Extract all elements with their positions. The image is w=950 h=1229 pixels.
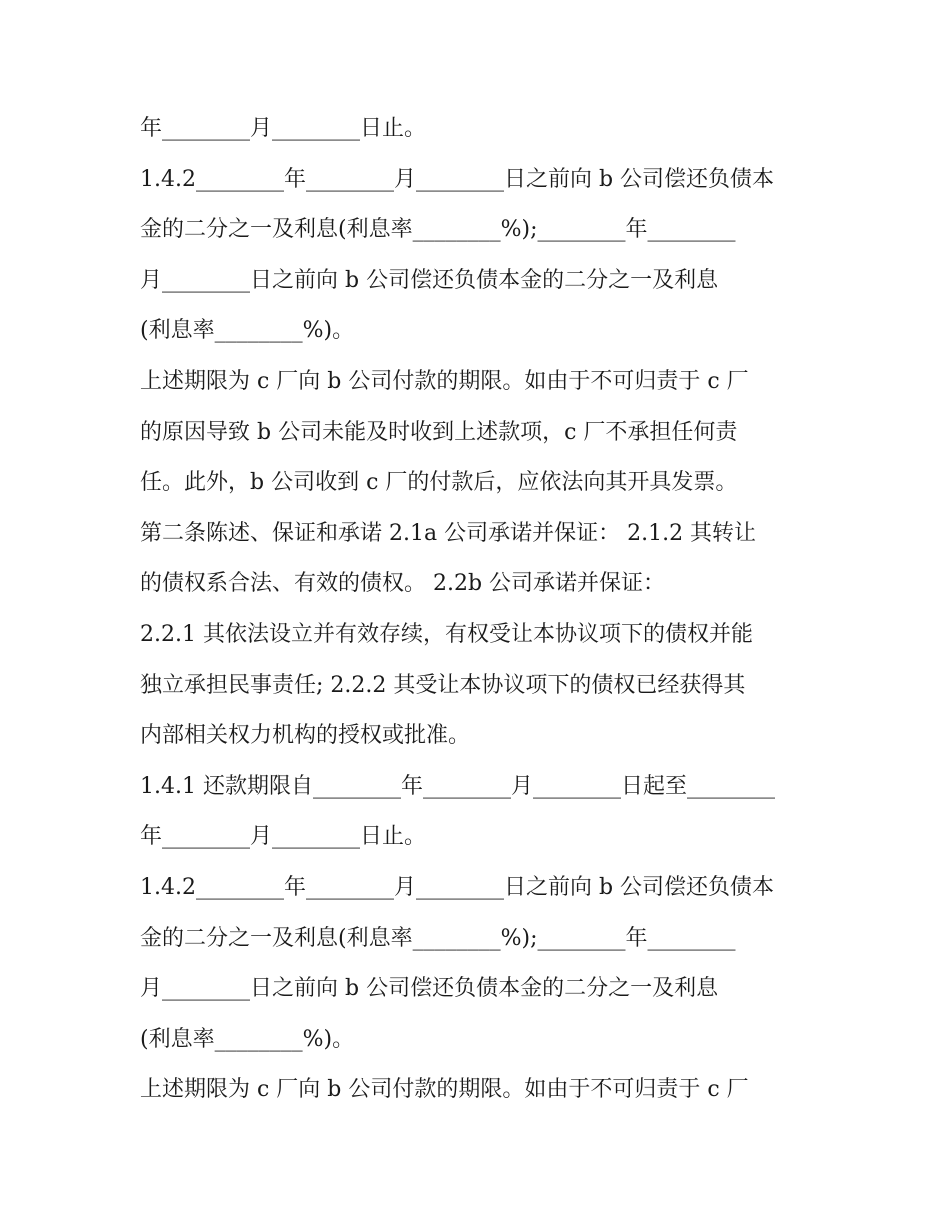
text-line: 的原因导致 b 公司未能及时收到上述款项，c 厂不承担任何责 [140, 419, 738, 445]
document-body [140, 104, 820, 1116]
text-line: 月________日之前向 b 公司偿还负债本金的二分之一及利息 [140, 976, 719, 1002]
text-line: 上述期限为 c 厂向 b 公司付款的期限。如由于不可归责于 c 厂 [140, 1077, 749, 1103]
text-line: 年________月________日止。 [140, 116, 427, 141]
text-line: 的债权系合法、有效的债权。 2.2b 公司承诺并保证： [140, 571, 666, 597]
text-line: 年________月________日止。 [140, 824, 427, 850]
text-line: 金的二分之一及利息(利息率________%);________年________ [140, 925, 736, 951]
text-line: (利息率________%)。 [140, 1026, 355, 1052]
text-line: 1.4.2________年________月________日之前向 b 公司偿还负债本 [140, 874, 775, 900]
text-line: 1.4.2________年________月________日之前向 b 公司偿还负债本 [140, 166, 775, 192]
text-line: 内部相关权力机构的授权或批准。 [140, 723, 471, 749]
text-line: 月________日之前向 b 公司偿还负债本金的二分之一及利息 [140, 267, 719, 293]
text-line: 上述期限为 c 厂向 b 公司付款的期限。如由于不可归责于 c 厂 [140, 368, 749, 394]
text-line: 2.2.1 其依法设立并有效存续，有权受让本协议项下的债权并能 [140, 621, 753, 647]
text-line: (利息率________%)。 [140, 318, 355, 344]
text-line: 任。此外，b 公司收到 c 厂的付款后，应依法向其开具发票。 [140, 470, 738, 496]
text-line: 独立承担民事责任; 2.2.2 其受让本协议项下的债权已经获得其 [140, 672, 746, 698]
text-line: 1.4.1 还款期限自________年________月________日起至________ [140, 773, 775, 799]
text-line: 第二条陈述、保证和承诺 2.1a 公司承诺并保证： 2.1.2 其转让 [140, 520, 757, 546]
text-line: 金的二分之一及利息(利息率________%);________年________ [140, 217, 736, 243]
